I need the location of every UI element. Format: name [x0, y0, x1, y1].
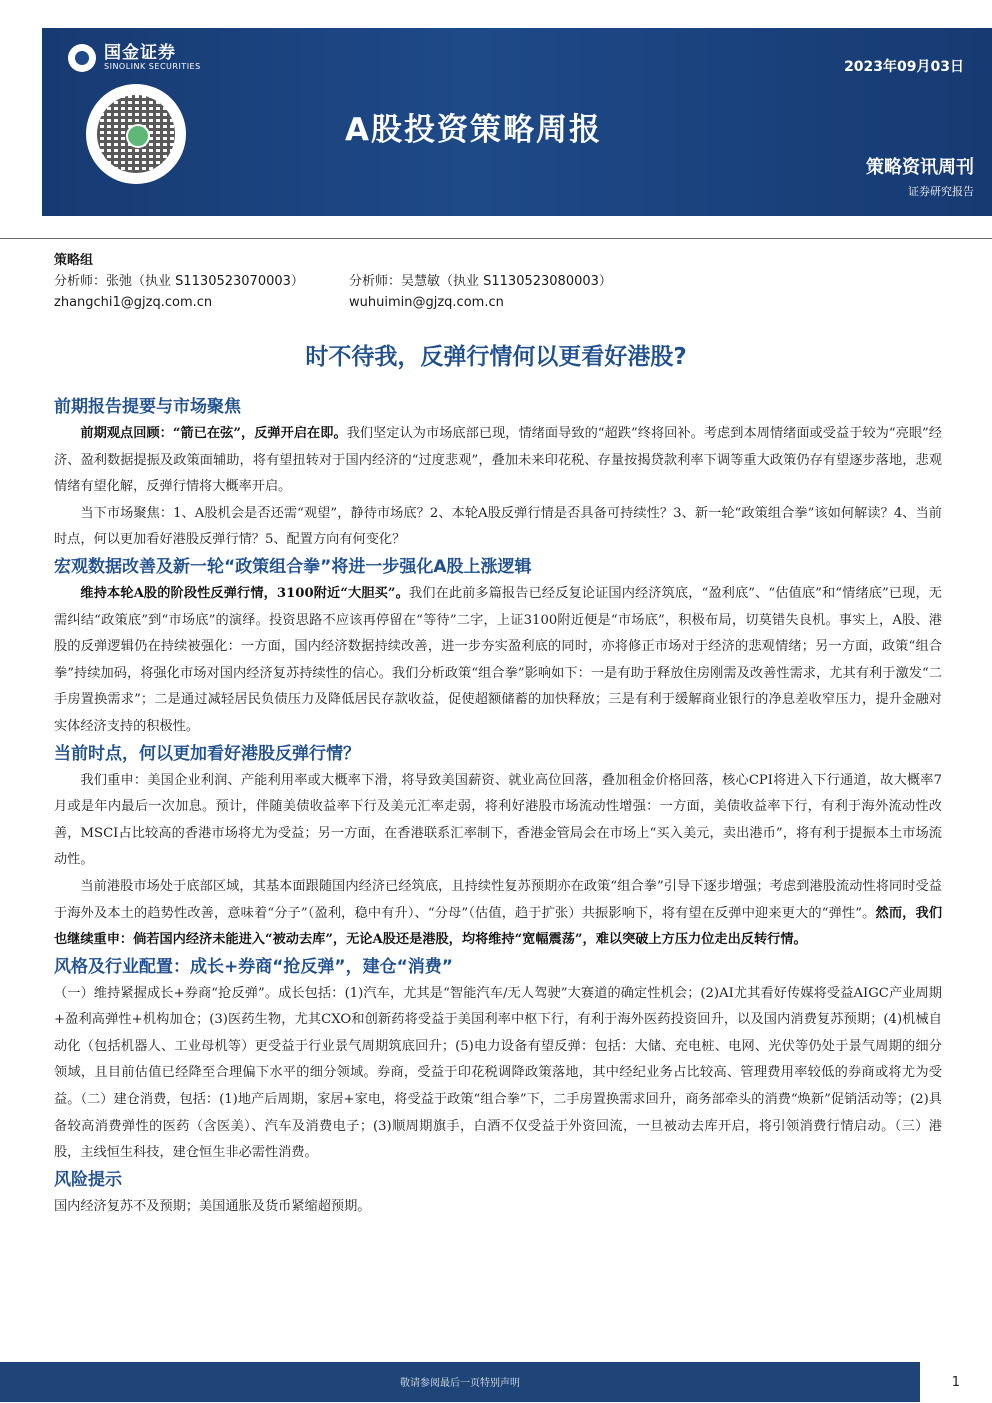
- author-2-email: wuhuimin@gjzq.com.cn: [349, 295, 504, 310]
- section-heading: 风险提示: [54, 1169, 122, 1190]
- paragraph-text: 我们在此前多篇报告已经反复论证国内经济筑底，“盈利底”、“估值底”和“情绪底”已现，无需纠结“政策底”到“市场底”的演绎。投资思路不应该再停留在“等待”二字，上证3100附近便是“市场底”，积极布局，切莫错失良机。事实上，A股、港股的反弹逻辑仍在持续被强化：一方面，国内经济数据持续改善，进一步夯实盈利底的同时，亦将修正市场对于经济的悲观情绪；另一方面，政策“组合拳”持续加码，将强化市场对国内经济复苏持续性的信心。我们分析政策“组合拳”影响如下：一是有助于释放住房刚需及改善性需求，尤其有利于激发“二手房置换需求”；二是通过减轻居民负债压力及降低居民存款收益，促使超额储蓄的加快释放；三是有利于缓解商业银行的净息差收窄压力，提升金融对实体经济支持的积极性。: [54, 585, 942, 734]
- paragraph: [54, 421, 942, 501]
- author-2-line: 分析师：吴慧敏（执业 S1130523080003）: [349, 274, 612, 289]
- bold-conclusion: 然而，我们也继续重申：倘若国内经济未能进入“被动去库”，无论A股还是港股，均将维持“宽幅震荡”，难以突破上方压力位走出反转行情。: [54, 905, 943, 948]
- brand-name-cn: 国金证券: [104, 43, 176, 63]
- paragraph: [54, 581, 942, 741]
- paragraph: [54, 874, 942, 954]
- sinolink-logo-icon: [68, 44, 96, 72]
- author-1-email: zhangchi1@gjzq.com.cn: [54, 295, 213, 310]
- author-block: [54, 250, 612, 310]
- section-heading: 风格及行业配置：成长+券商“抢反弹”，建仓“消费”: [54, 956, 453, 977]
- section-heading: 前期报告提要与市场聚焦: [54, 397, 241, 417]
- report-type: 策略资讯周刊: [866, 157, 974, 178]
- footer-disclaimer: 敬请参阅最后一页特别声明: [400, 1378, 520, 1389]
- report-date: 2023年09月03日: [844, 59, 964, 75]
- section-heading: 当前时点，何以更加看好港股反弹行情？: [54, 743, 360, 764]
- author-1: [54, 271, 354, 313]
- article-body: [54, 394, 942, 1220]
- qr-code: [86, 84, 186, 184]
- brand-name-en: SINOLINK SECURITIES: [104, 62, 201, 71]
- article-title: 时不待我，反弹行情何以更看好港股?: [305, 344, 687, 370]
- page-number: 1: [951, 1375, 960, 1390]
- paragraph: 国内经济复苏不及预期；美国通胀及货币紧缩超预期。: [54, 1198, 371, 1214]
- team-name: 策略组: [54, 253, 94, 268]
- author-1-line: 分析师：张弛（执业 S1130523070003）: [54, 274, 304, 289]
- header-divider: [0, 238, 992, 239]
- paragraph-text: 当前港股市场处于底部区域，其基本面跟随国内经济已经筑底，且持续性复苏预期亦在政策“组合拳”引导下逐步增强；考虑到港股流动性将同时受益于海外及本土的趋势性改善，意味着“分子”（盈利，稳中有升）、“分母”（估值，趋于扩张）共振影响下，将有望在反弹中迎来更大的“弹性”。: [54, 878, 942, 921]
- paragraph: （一）维持紧握成长+券商“抢反弹”。成长包括：(1)汽车，尤其是“智能汽车/无人驾驶”大赛道的确定性机会；(2)AI尤其看好传媒将受益AIGC产业周期+盈利高弹性+机构加仓；(3)医药生物，尤其CXO和创新药将受益于美国利率中枢下行，有利于海外医药投资回升，以及国内消费复苏预期；(4)机械自动化（包括机器人、工业母机等）更受益于行业景气周期筑底回升；(5)电力设备有望反弹：包括：大储、充电桩、电网、光伏等仍处于景气周期的细分领域，且目前估值已经降至合理偏下水平的细分领域。券商，受益于印花税调降政策落地，其中经纪业务占比较高、管理费用率较低的券商或将尤为受益。（二）建仓消费，包括：(1)地产后周期，家居+家电，将受益于政策“组合拳”下，二手房置换需求回升，商务部牵头的消费“焕新”促销活动等；(2)具备较高消费弹性的医药（含医美）、汽车及消费电子；(3)顺周期旗手，白酒不仅受益于外资回流，一旦被动去库开启，将引领消费行情启动。（三）港股，主线恒生科技，建仓恒生非必需性消费。: [54, 985, 942, 1161]
- report-subtype: 证券研究报告: [908, 185, 974, 198]
- qr-code-icon: [97, 95, 175, 173]
- report-title: A股投资策略周报: [345, 112, 602, 148]
- author-2: [349, 271, 649, 313]
- paragraph-text: 我们坚定认为市场底部已现，情绪面导致的“超跌”终将回补。考虑到本周情绪面或受益于较为“亮眼”经济、盈利数据提振及政策面辅助，将有望扭转对于国内经济的“过度悲观”，叠加未来印花税、存量按揭贷款利率下调等重大政策仍存有望逐步落地，悲观情绪有望化解，反弹行情将大概率开启。: [54, 426, 942, 495]
- paragraph: 当下市场聚焦：1、A股机会是否还需“观望”，静待市场底？2、本轮A股反弹行情是否具备可持续性？3、新一轮“政策组合拳”该如何解读？4、当前时点，何以更加看好港股反弹行情？5、配置方向有何变化？: [54, 505, 942, 548]
- bold-lead: 维持本轮A股的阶段性反弹行情，3100附近“大胆买”。: [80, 585, 409, 601]
- paragraph: 我们重申：美国企业利润、产能利用率或大概率下滑，将导致美国薪资、就业高位回落，叠加租金价格回落，核心CPI将进入下行通道，故大概率7月或是年内最后一次加息。预计，伴随美债收益率下行及美元汇率走弱，将利好港股市场流动性增强：一方面，美债收益率下行，有利于海外流动性改善，MSCI占比较高的香港市场将尤为受益；另一方面，在香港联系汇率制下，香港金管局会在市场上“买入美元，卖出港币”，将有利于提振本土市场流动性。: [54, 772, 942, 868]
- brand-logo: [68, 44, 201, 72]
- bold-lead: 前期观点回顾：“箭已在弦”，反弹开启在即。: [80, 426, 347, 441]
- section-heading: 宏观数据改善及新一轮“政策组合拳”将进一步强化A股上涨逻辑: [54, 556, 532, 577]
